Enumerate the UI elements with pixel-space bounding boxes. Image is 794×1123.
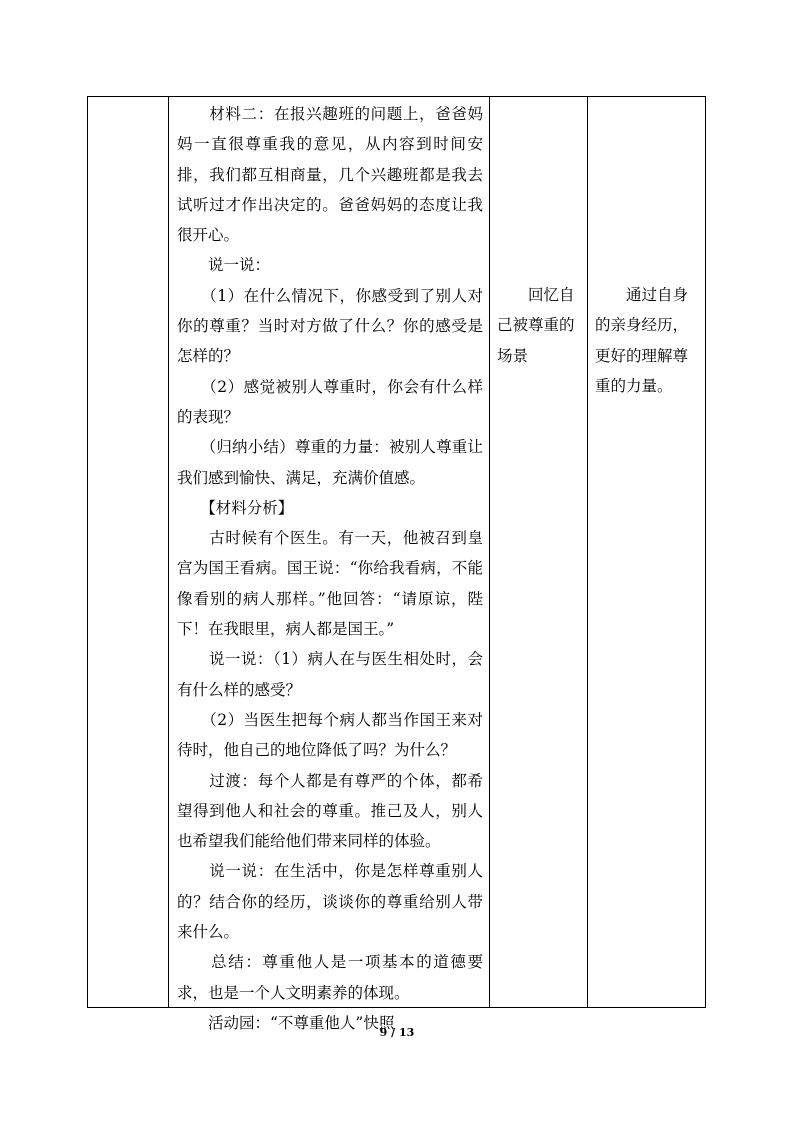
column-divider	[168, 97, 169, 1007]
paragraph-transition: 过渡：每个人都是有尊严的个体，都希望得到他人和社会的尊重。推己及人，别人也希望我们能给他们带来同样的体验。	[177, 771, 483, 851]
paragraph-discuss-heading: 说一说：	[177, 256, 271, 275]
column-divider	[587, 97, 588, 1007]
paragraph-discuss-question-one: 说一说：（1）病人在与医生相处时，会有什么样的感受？	[177, 650, 483, 699]
paragraph-question-two: （2）感觉被别人尊重时，你会有什么样的表现？	[177, 377, 483, 426]
page-number: 9 / 13	[379, 1026, 415, 1039]
paragraph-question-one: （1）在什么情况下，你感受到了别人对你的尊重？当时对方做了什么？你的感受是怎样的？	[177, 286, 483, 366]
paragraph-activity-garden: 活动园：“不尊重他人”快照	[177, 1013, 395, 1032]
student-activity-cell: 回忆自己被尊重的场景	[497, 286, 575, 365]
paragraph-discuss-life: 说一说：在生活中，你是怎样尊重别人的？结合你的经历，谈谈你的尊重给别人带来什么。	[177, 862, 483, 942]
column-divider	[489, 97, 490, 1007]
paragraph-discuss-question-two: （2）当医生把每个病人都当作国王来对待时，他自己的地位降低了吗？为什么？	[177, 710, 483, 760]
paragraph-summary: （归纳小结）尊重的力量：被别人尊重让我们感到愉快、满足，充满价值感。	[177, 438, 483, 487]
paragraph-doctor-story: 古时候有个医生。有一天，他被召到皇宫为国王看病。国王说：“你给我看病，不能像看别的病人那样。”他回答：“请原谅，陛下！在我眼里，病人都是国王。”	[177, 529, 483, 639]
paragraph-material-analysis-heading: 【材料分析】	[177, 498, 294, 517]
lesson-table	[87, 96, 706, 1032]
paragraph-material-two: 材料二：在报兴趣班的问题上，爸爸妈妈一直很尊重我的意见，从内容到时间安排，我们都互相商量，几个兴趣班都是我去试听过才作出决定的。爸爸妈妈的态度让我很开心。	[177, 105, 483, 245]
design-purpose-cell: 通过自身的亲身经历，更好的理解尊重的力量。	[595, 286, 689, 395]
paragraph-conclusion: 总结：尊重他人是一项基本的道德要求，也是一个人文明素养的体现。	[177, 953, 483, 1002]
teaching-process-cell	[177, 99, 483, 1038]
